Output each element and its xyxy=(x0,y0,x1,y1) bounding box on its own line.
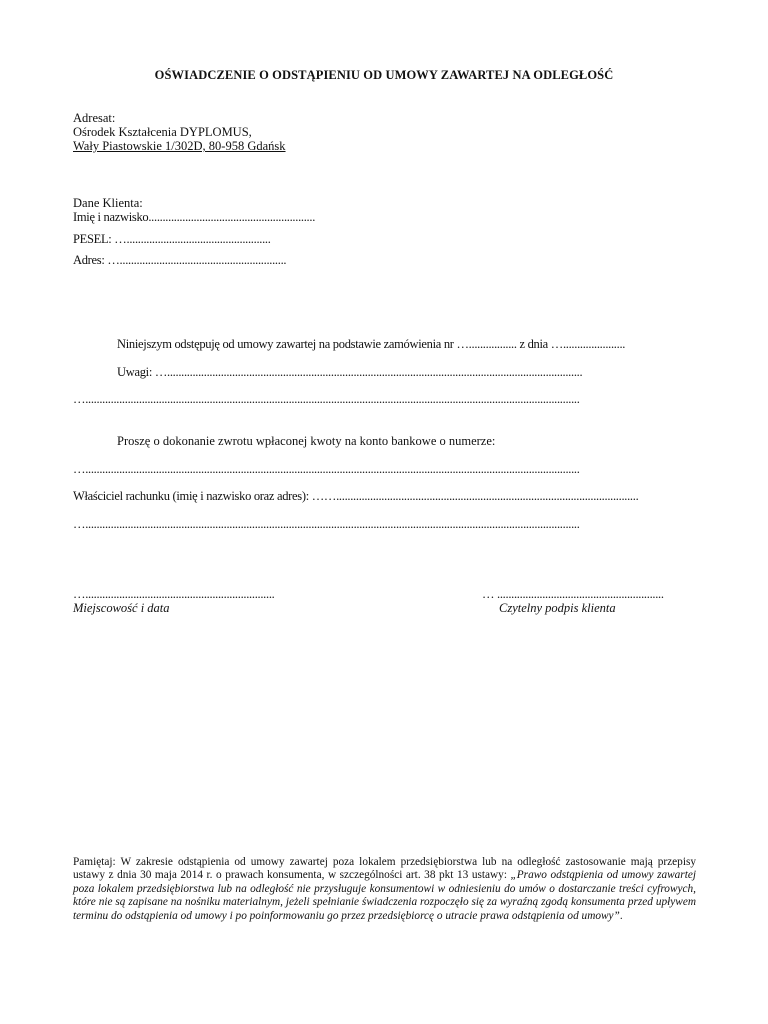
place-date-line: …................................................................... xyxy=(73,587,275,601)
legal-note xyxy=(73,856,696,923)
client-pesel-field: PESEL: …................................................... xyxy=(73,232,271,246)
client-label: Dane Klienta: xyxy=(73,196,143,210)
account-number-line: …............................................................................................................................................................................... xyxy=(73,462,580,476)
refund-request: Proszę o dokonanie zwrotu wpłaconej kwoty na konto bankowe o numerze: xyxy=(117,434,496,448)
client-address-field: Adres: …........................................................... xyxy=(73,253,287,267)
account-owner-continuation-line: …............................................................................................................................................................................... xyxy=(73,517,580,531)
addressee-label: Adresat: xyxy=(73,111,116,125)
withdrawal-statement: Niniejszym odstępuję od umowy zawartej na podstawie zamówienia nr …................. z dnia …...................... xyxy=(117,337,626,351)
document-title: OŚWIADCZENIE O ODSTĄPIENIU OD UMOWY ZAWARTEJ NA ODLEGŁOŚĆ xyxy=(154,68,614,82)
addressee-name: Ośrodek Kształcenia DYPLOMUS, xyxy=(73,125,252,139)
legal-note-quote: „Prawo odstąpienia od umowy zawartej poza lokalem przedsiębiorstwa lub na odległość nie przysługuje konsumentowi w odniesieniu do umów o dostarczanie treści cyfrowych, które nie są zapisane na nośniku materialnym, jeżeli spełnianie świadczenia rozpoczęło się za wyraźną zgodą konsumenta przed upływem terminu do odstąpienia od umowy i po poinformowaniu go przez przedsiębiorcę o utracie prawa odstąpienia od umowy” xyxy=(73,869,696,922)
signature-label: Czytelny podpis klienta xyxy=(499,601,616,615)
client-name-field: Imię i nazwisko........................................................... xyxy=(73,210,316,224)
remarks-continuation-line: …............................................................................................................................................................................... xyxy=(73,392,580,406)
remarks-field: Uwagi: …................................................................................................................................................... xyxy=(117,365,583,379)
signature-line: … ........................................................... xyxy=(482,587,664,601)
account-owner-field: Właściciel rachunku (imię i nazwisko oraz adres): ……........................................................................................................... xyxy=(73,489,639,503)
place-date-label: Miejscowość i data xyxy=(73,601,170,615)
legal-note-lead: Pamiętaj: W zakresie odstąpienia od umowy zawartej poza lokalem przedsiębiorstwa lub na odległość zastosowanie mają przepisy ustawy z dnia 30 maja 2014 r. o prawach konsumenta, w szczególności art. 38 pkt 13 ustawy: xyxy=(73,856,696,882)
addressee-address: Wały Piastowskie 1/302D, 80-958 Gdańsk xyxy=(73,139,286,153)
legal-note-end: . xyxy=(619,909,623,922)
